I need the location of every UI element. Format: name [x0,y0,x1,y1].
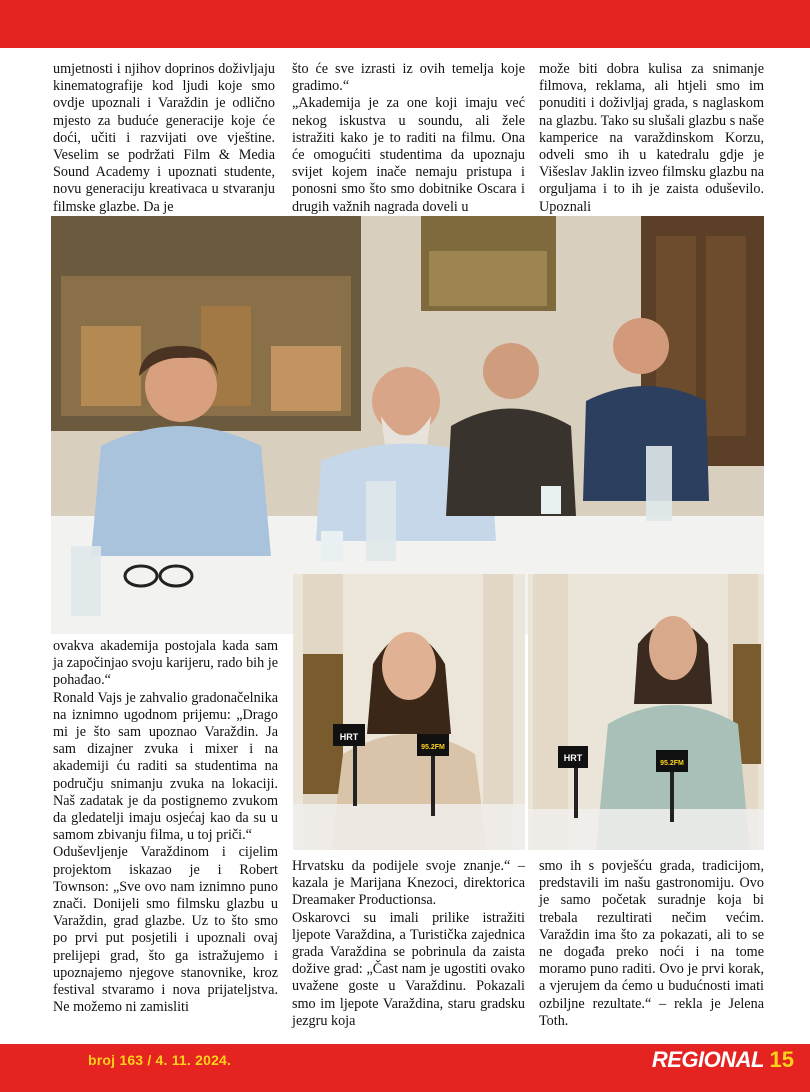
speaker-photo-illustration [528,574,764,850]
article-paragraph: može biti dobra kulisa za snimanje filmova, reklama, ali htjeli smo im ponuditi i doživljaj grada, s naglaskom na glazbu. Tako su slušali glazbu s naše kamperice na varaždinskom Korzu, odveli smo ih u katedralu gdje je Višeslav Jaklin izveo filmsku glazbu na orguljama i to ih je zaista oduševilo. Upoznali [539,61,764,215]
article-paragraph: Oskarovci su imali prilike istražiti ljepote Varaždina, a Turistička zajednica grada Varaždina se pobrinula da zaista dožive grad: „Čast nam je ugostiti ovako uvažene goste u Varaždinu. Pokazali smo im ljepote Varaždina, staru gradsku jezgru koja [292,909,525,1029]
speaker-photo-marijana [293,574,525,850]
article-paragraph: ovakva akademija postojala kada sam ja započinjao svoju karijeru, rado bih je pohađao.“ [53,638,278,689]
article-column-3-bottom [539,858,764,1030]
article-column-3-top [539,61,764,216]
article-column-2-top [292,61,525,216]
svg-text:95.2FM: 95.2FM [421,744,445,751]
group-photo-illustration [51,216,764,634]
svg-text:HRT: HRT [339,732,359,742]
issue-info: broj 163 / 4. 11. 2024. [88,1052,232,1068]
article-paragraph: umjetnosti i njihov doprinos doživljaju kinematografije kod ljudi koje smo ovdje upoznali i Varaždin je odlično mjesto za buduće generacije koje će doći, učiti i razvijati ove vještine. Veselim se podržati Film & Media Sound Academy i upoznati studente, novu generaciju kreativaca u stvaranju filmske glazbe. Da je [53,61,275,215]
svg-text:HRT: HRT [563,753,583,763]
speaker-photo-illustration [293,574,525,850]
top-red-band [0,0,810,48]
article-paragraph: Ronald Vajs je zahvalio gradonačelnika na iznimno ugodnom prijemu: „Drago mi je što sam upoznao Varaždin. Ja sam dizajner zvuka i mixer i na akademiji ću raditi sa studentima na području snimanju zvuka na lokaciji. Naš zadatak je da postignemo zvukom da gledatelji imaju osjećaj kao da su u samom zbivanju filma, u toj priči.“ [53,689,278,844]
article-paragraph: smo ih s povješću grada, tradicijom, predstavili im našu gastronomiju. Ovo je samo početak suradnje koja bi trebala rezultirati nečim većim. Varaždin ima što za pokazati, ali to se ne događa preko noći i na tome moramo puno raditi. Ovo je prvi korak, a vjerujem da ćemo u budućnosti imati ozbiljne rezultate.“ – rekla je Jelena Toth. [539,858,764,1029]
article-column-1-top [53,61,275,216]
speaker-photo-jelena [528,574,764,850]
article-paragraph: Oduševljenje Varaždinom i cijelim projektom iskazao je i Robert Townson: „Sve ovo nam iznimno puno znači. Donijeli smo filmsku glazbu u Varaždin, grad glazbe. Uz to što smo po prvi put posjetili i upoznali ovaj prelijepi grad, što ga istražujemo i upoznajemo njegove stanovnike, kroz festival stvaramo i nova prijateljstva. Ne možemo ni zamisliti [53,844,278,1016]
svg-text:95.2FM: 95.2FM [660,760,684,767]
article-paragraph: „Akademija je za one koji imaju već nekog iskustva u soundu, ali žele istražiti kako je to raditi na filmu. Ona će omogućiti studentima da upoznaju svijet kojem inače nemaju pristupa i ponosni smo što smo dobitnike Oscara i drugih važnih nagrada doveli u [292,95,525,215]
page-number: 15 [769,1047,794,1072]
article-column-2-bottom [292,858,525,1030]
article-paragraph: što će sve izrasti iz ovih temelja koje gradimo.“ [292,61,525,95]
article-column-1-bottom [53,638,278,1016]
brand-logo: REGIONAL [651,1047,764,1072]
article-paragraph: Hrvatsku da podijele svoje znanje.“ – kazala je Marijana Knezoci, direktorica Dreamaker Productionsa. [292,858,525,909]
group-photo [51,216,764,634]
